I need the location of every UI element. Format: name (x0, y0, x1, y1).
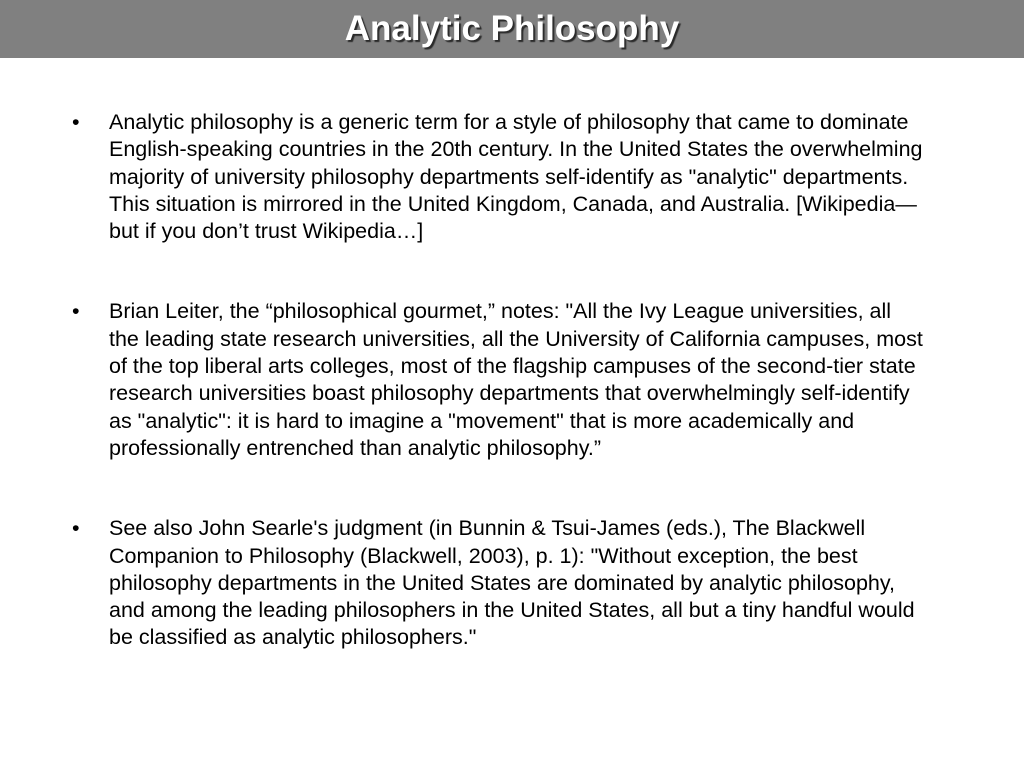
bullet-text: Brian Leiter, the “philosophical gourmet,” notes: "All the Ivy League universities, all the leading state research universities, all the University of California campuses, most of the top liberal arts colleges, most of the flagship campuses of the second-tier state research universities boast philosophy departments that overwhelmingly self-identify as "analytic": it is hard to imagine a "movement" that is more academically and professionally entrenched than analytic philosophy.” (109, 299, 923, 460)
bullet-item-wikipedia (0, 109, 924, 245)
bullet-text: See also John Searle's judgment (in Bunnin & Tsui-James (eds.), The Blackwell Companion to Philosophy (Blackwell, 2003), p. 1): "Without exception, the best philosophy departments in the United States are dominated by analytic philosophy, and among the leading philosophers in the United States, all but a tiny handful would be classified as analytic philosophers." (109, 516, 915, 650)
bullet-marker: • (72, 110, 80, 134)
title-bar (0, 0, 1024, 58)
bullet-list (0, 109, 1024, 652)
bullet-item-leiter (0, 298, 924, 462)
slide-title: Analytic Philosophy (344, 9, 680, 48)
bullet-marker: • (72, 299, 80, 324)
bullet-text: Analytic philosophy is a generic term for a style of philosophy that came to dominate English-speaking countries in the 20th century. In the United States the overwhelming majority of university philosophy departments self-identify as "analytic" departments. This situation is mirrored in the United Kingdom, Canada, and Australia. [Wikipedia—but if you don’t trust Wikipedia…] (109, 110, 923, 244)
bullet-marker: • (72, 516, 80, 541)
bullet-item-searle (0, 515, 924, 651)
